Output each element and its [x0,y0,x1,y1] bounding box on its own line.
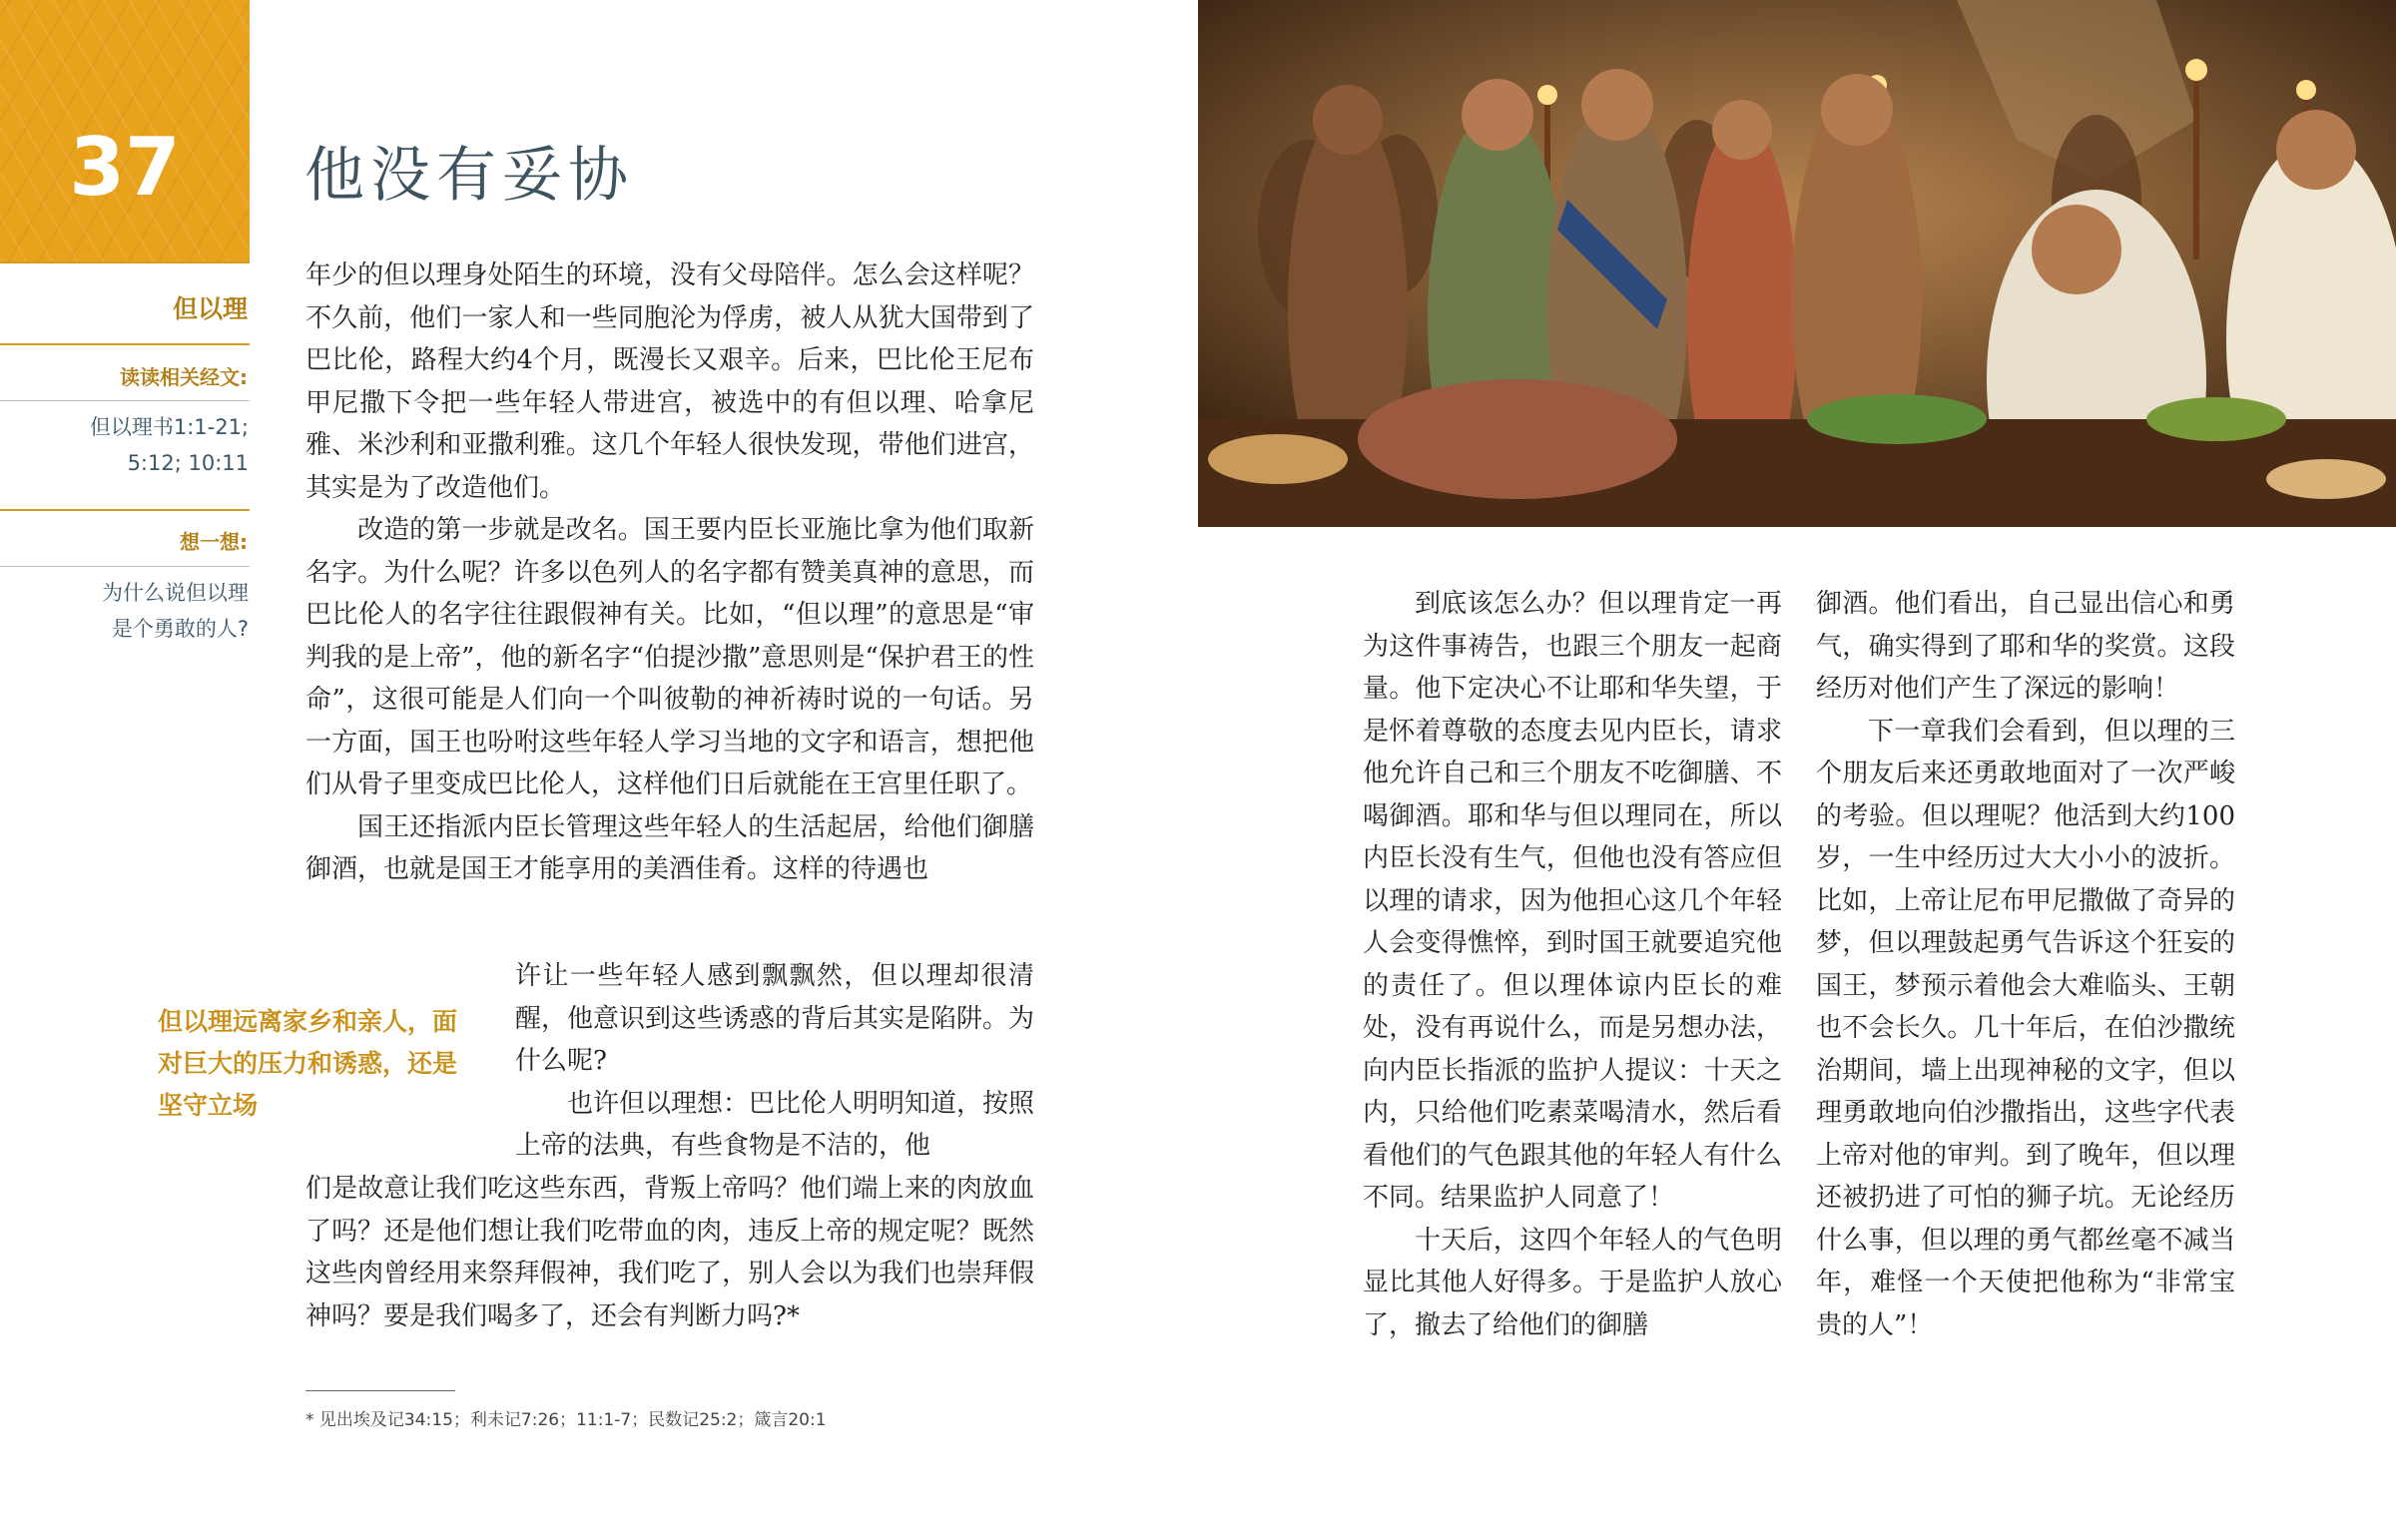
reading-label: 读读相关经文: [120,365,248,389]
chapter-number: 37 [69,121,181,214]
sidebar-divider [0,509,250,511]
footnote-divider [305,1390,455,1391]
paragraph: 年少的但以理身处陌生的环境，没有父母陪伴。怎么会这样呢？不久前，他们一家人和一些同胞沦为俘虏，被人从犹大国带到了巴比伦，路程大约4个月，既漫长又艰辛。后来，巴比伦王尼布甲尼撒下令把一些年轻人带进宫，被选中的有但以理、哈拿尼雅、米沙利和亚撒利雅。这几个年轻人很快发现，带他们进宫，其实是为了改造他们。 [305,260,1034,503]
article-body-right-column-2 [1816,583,2235,1346]
sidebar-divider [0,261,250,263]
paragraph: 们是故意让我们吃这些东西，背叛上帝吗？他们端上来的肉放血了吗？还是他们想让我们吃带血的肉，违反上帝的规定呢？既然这些肉曾经用来祭拜假神，我们吃了，别人会以为我们也崇拜假神吗？要是我们喝多了，还会有判断力吗?* [305,1174,1034,1331]
think-question-line: 是个勇敢的人? [111,617,249,641]
think-question-line: 为什么说但以理 [102,581,249,605]
paragraph: 许让一些年轻人感到飘飘然，但以理却很清醒，他意识到这些诱惑的背后其实是陷阱。为什么呢? [515,961,1035,1076]
paragraph: 十天后，这四个年轻人的气色明显比其他人好得多。于是监护人放心了，撤去了给他们的御膳 [1363,1225,1782,1340]
footnote: * 见出埃及记34:15；利未记7:26；11:1-7；民数记25:2；箴言20:1 [305,1410,827,1430]
illustration-banquet [1198,0,2396,527]
article-body-left [305,255,1034,891]
reading-ref-line: 5:12; 10:11 [127,451,249,475]
think-question [0,575,249,647]
paragraph: 下一章我们会看到，但以理的三个朋友后来还勇敢地面对了一次严峻的考验。但以理呢？他活到大约100岁，一生中经历过大大小小的波折。比如，上帝让尼布甲尼撒做了奇异的梦，但以理鼓起勇气告诉这个狂妄的国王，梦预示着他会大难临头、王朝也不会长久。几十年后，在伯沙撒统治期间，墙上出现神秘的文字，但以理勇敢地向伯沙撒指出，这些字代表上帝对他的审判。到了晚年，但以理还被扔进了可怕的狮子坑。无论经历什么事，但以理的勇气都丝毫不减当年，难怪一个天使把他称为“非常宝贵的人”！ [1816,716,2235,1340]
article-body-right-column-1 [1363,583,1782,1346]
pull-quote: 但以理远离家乡和亲人，面对巨大的压力和诱惑，还是坚守立场 [158,1007,458,1120]
sidebar-divider [0,566,250,567]
chapter-title: 他没有妥协 [304,141,634,211]
paragraph: 御酒。他们看出，自己显出信心和勇气，确实得到了耶和华的奖赏。这段经历对他们产生了深远的影响！ [1816,589,2235,704]
illustration-art [1198,0,2396,527]
think-label: 想一想: [180,530,248,554]
reading-ref-line: 但以理书1:1-21; [89,415,249,439]
sidebar-divider [0,343,250,345]
paragraph: 到底该怎么办？但以理肯定一再为这件事祷告，也跟三个朋友一起商量。他下定决心不让耶和华失望，于是怀着尊敬的态度去见内臣长，请求他允许自己和三个朋友不吃御膳、不喝御酒。耶和华与但以理同在，所以内臣长没有生气，但他也没有答应但以理的请求，因为他担心这几个年轻人会变得憔悴，到时国王就要追究他的责任了。但以理体谅内臣长的难处，没有再说什么，而是另想办法，向内臣长指派的监护人提议：十天之内，只给他们吃素菜喝清水，然后看看他们的气色跟其他的年轻人有什么不同。结果监护人同意了！ [1363,589,1782,1213]
sidebar-heading: 但以理 [172,294,248,323]
article-body-left-inset [515,955,1034,1168]
paragraph: 也许但以理想：巴比伦人明明知道，按照上帝的法典，有些食物是不洁的，他 [515,1088,1035,1161]
sidebar-divider [0,400,250,401]
article-body-left-continued [305,1168,1034,1337]
reading-references [0,409,249,481]
paragraph: 国王还指派内臣长管理这些年轻人的生活起居，给他们御膳御酒，也就是国王才能享用的美酒佳肴。这样的待遇也 [305,811,1034,884]
paragraph: 改造的第一步就是改名。国王要内臣长亚施比拿为他们取新名字。为什么呢？许多以色列人的名字都有赞美真神的意思，而巴比伦人的名字往往跟假神有关。比如，“但以理”的意思是“审判我的是上帝”，他的新名字“伯提沙撒”意思则是“保护君王的性命”，这很可能是人们向一个叫彼勒的神祈祷时说的一句话。另一方面，国王也吩咐这些年轻人学习当地的文字和语言，想把他们从骨子里变成巴比伦人，这样他们日后就能在王宫里任职了。 [305,515,1034,799]
